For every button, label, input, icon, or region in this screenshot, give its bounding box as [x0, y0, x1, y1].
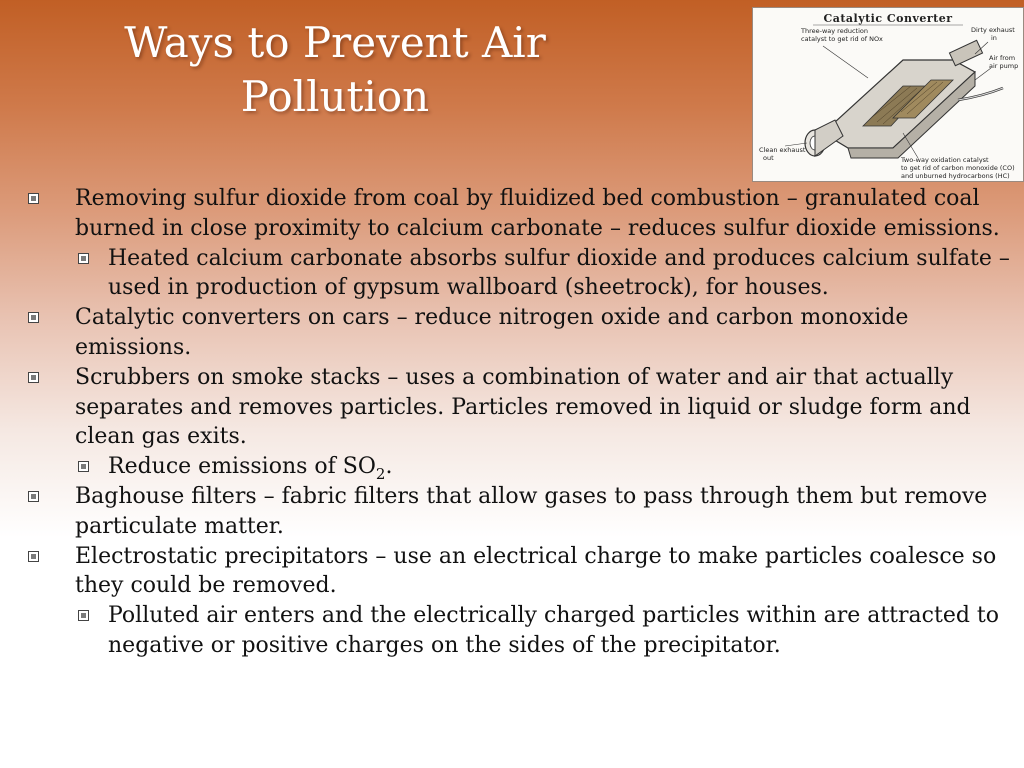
- bullet-text: [108, 454, 393, 484]
- label-dirty-exhaust-1: Dirty exhaust: [971, 26, 1015, 34]
- subscript-text: 2: [375, 465, 386, 484]
- bullet-item: [28, 184, 1018, 244]
- label-air-pump-1: Air from: [989, 54, 1016, 62]
- sub-bullet-item: [28, 244, 1018, 304]
- bullet-text: Polluted air enters and the electrically charged particles within are attracted to negative or positive charges on the sides of the precipitator.: [108, 603, 999, 658]
- label-clean-exhaust-2: out: [763, 154, 774, 162]
- label-clean-exhaust-1: Clean exhaust: [759, 146, 806, 154]
- bullet-text-part: Reduce emissions of SO: [108, 454, 376, 480]
- square-bullet-icon: [28, 312, 39, 323]
- label-three-way-1: Three-way reduction: [801, 27, 868, 35]
- label-two-way-1: Two-way oxidation catalyst: [901, 156, 989, 164]
- square-bullet-icon: [28, 372, 39, 383]
- label-two-way-3: and unburned hydrocarbons (HC): [901, 172, 1010, 180]
- sub-bullet-item: [28, 601, 1018, 661]
- catalytic-converter-diagram: [752, 7, 1024, 182]
- bullet-item: [28, 482, 1018, 542]
- bullet-text: Catalytic converters on cars – reduce nitrogen oxide and carbon monoxide emissions.: [75, 305, 909, 360]
- bullet-text: Electrostatic precipitators – use an electrical charge to make particles coalesce so they could be removed.: [75, 543, 997, 599]
- square-bullet-icon: [28, 491, 39, 502]
- bullet-item: [28, 542, 1018, 602]
- label-two-way-2: to get rid of carbon monoxide (CO): [901, 164, 1015, 172]
- label-dirty-exhaust-2: in: [991, 34, 997, 42]
- slide-title-line-1: Ways to Prevent Air: [124, 18, 546, 67]
- diagram-heading: Catalytic Converter: [823, 12, 953, 25]
- slide-title-line-2: Pollution: [240, 72, 430, 121]
- converter-shell-icon: [805, 40, 1003, 158]
- bullet-text-part: .: [385, 454, 393, 480]
- label-air-pump-2: air pump: [989, 62, 1019, 70]
- slide-title: [70, 16, 600, 124]
- bullet-text: Heated calcium carbonate absorbs sulfur dioxide and produces calcium sulfate – used in production of gypsum wallboard (sheetrock), for houses.: [108, 245, 1010, 301]
- catalytic-converter-illustration: [753, 8, 1023, 181]
- square-bullet-icon: [28, 551, 39, 562]
- bullet-text: Scrubbers on smoke stacks – uses a combination of water and air that actually separates and removes particles. Particles removed in liquid or sludge form and clean gas exits.: [75, 364, 971, 450]
- bullet-list: [28, 184, 1018, 661]
- bullet-text: Baghouse filters – fabric filters that allow gases to pass through them but remove particulate matter.: [75, 483, 988, 539]
- label-three-way-2: catalyst to get rid of NOx: [801, 35, 883, 43]
- sub-bullet-item: [28, 452, 1018, 482]
- bullet-item: [28, 363, 1018, 452]
- bullet-item: [28, 303, 1018, 363]
- square-bullet-icon: [78, 461, 89, 472]
- bullet-text: Removing sulfur dioxide from coal by fluidized bed combustion – granulated coal burned in close proximity to calcium carbonate – reduces sulfur dioxide emissions.: [75, 186, 1000, 241]
- square-bullet-icon: [78, 610, 89, 621]
- square-bullet-icon: [78, 253, 89, 264]
- square-bullet-icon: [28, 193, 39, 204]
